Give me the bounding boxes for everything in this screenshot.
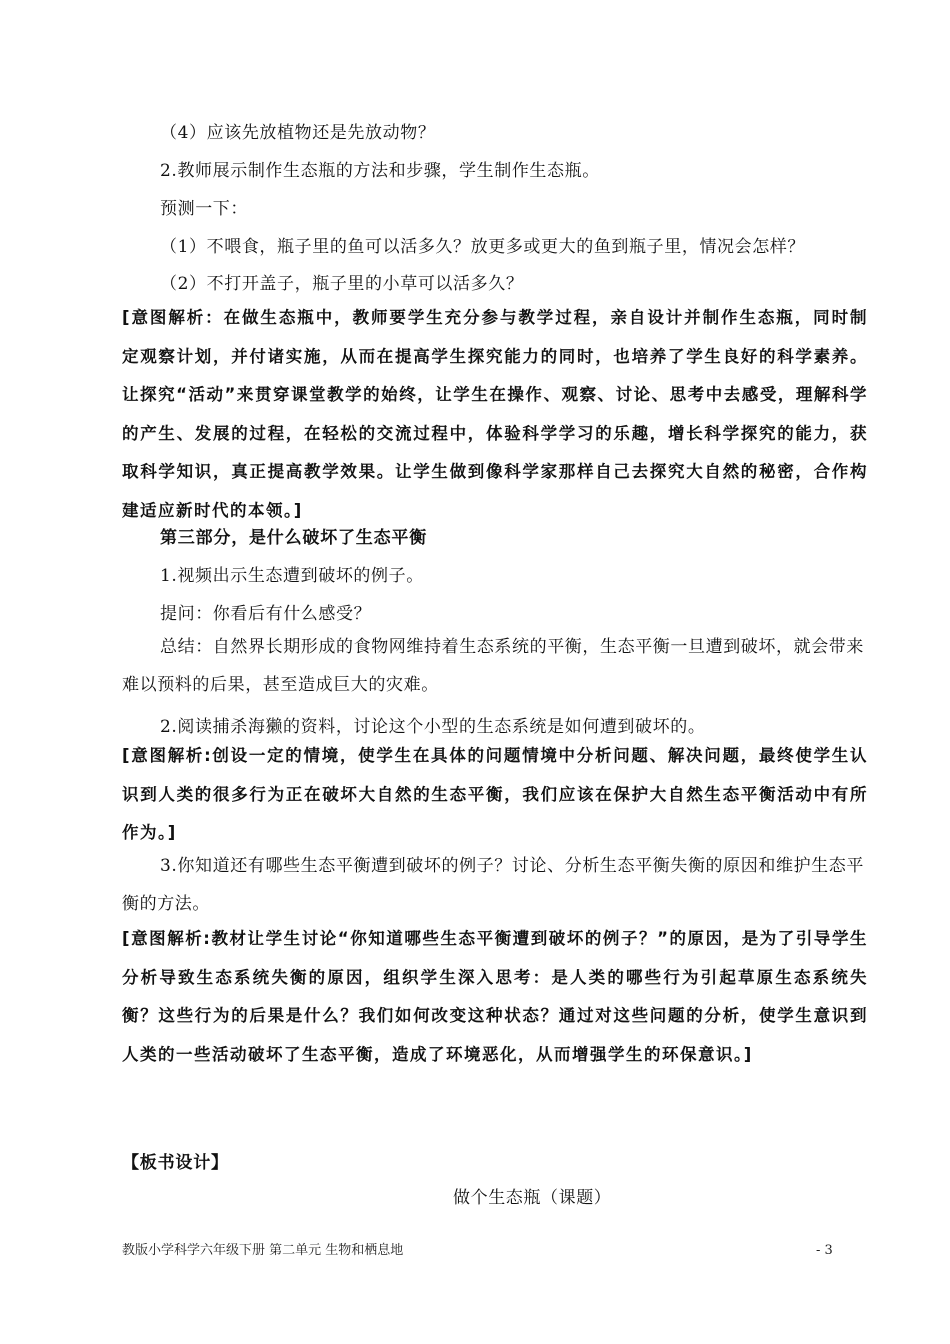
step-3-paragraph: 3.你知道还有哪些生态平衡遭到破坏的例子？讨论、分析生态平衡失衡的原因和维护生态平衡的方法。 [122,856,864,914]
step-2-reading: 2.阅读捕杀海獭的资料，讨论这个小型的生态系统是如何遭到破坏的。 [160,717,706,737]
intent-analysis-2: [意图解析:创设一定的情境，使学生在具体的问题情境中分析问题、解决问题，最终使学生认识到人类的很多行为正在破坏大自然的生态平衡，我们应该在保护大自然生态平衡活动中有所作为。] [122,746,868,842]
board-design-heading: 【板书设计】 [122,1153,229,1173]
part-3-heading: 第三部分，是什么破坏了生态平衡 [160,528,427,548]
prediction-1: （1）不喂食，瓶子里的鱼可以活多久？放更多或更大的鱼到瓶子里，情况会怎样？ [160,237,806,257]
predict-label: 预测一下： [160,199,248,219]
board-title: 做个生态瓶（课题） [453,1188,612,1208]
question-prompt: 提问：你看后有什么感受？ [160,604,372,624]
step-1-video: 1.视频出示生态遭到破坏的例子。 [160,566,424,586]
footer-page-number: - 3 [816,1243,833,1258]
footer-course-info: 教版小学科学六年级下册 第二单元 生物和栖息地 [122,1243,404,1258]
summary-paragraph: 总结：自然界长期形成的食物网维持着生态系统的平衡，生态平衡一旦遭到破坏，就会带来难以预料的后果，甚至造成巨大的灾难。 [122,637,864,695]
question-4: （4）应该先放植物还是先放动物？ [160,123,436,143]
intent-analysis-1: [意图解析：在做生态瓶中，教师要学生充分参与教学过程，亲自设计并制作生态瓶，同时制定观察计划，并付诸实施，从而在提高学生探究能力的同时，也培养了学生良好的科学素养。让探究“活动”来贯穿课堂教学的始终，让学生在操作、观察、讨论、思考中去感受，理解科学的产生、发展的过程，在轻松的交流过程中，体验科学学习的乐趣，增长科学探究的能力，获取科学知识，真正提高教学效果。让学生做到像科学家那样自己去探究大自然的秘密，合作构建适应新时代的本领。] [122,308,868,520]
prediction-2: （2）不打开盖子，瓶子里的小草可以活多久？ [160,274,524,294]
step-2-text: 2.教师展示制作生态瓶的方法和步骤，学生制作生态瓶。 [160,161,600,181]
intent-analysis-3: [意图解析:教材让学生讨论“你知道哪些生态平衡遭到破坏的例子？”的原因，是为了引导学生分析导致生态系统失衡的原因，组织学生深入思考：是人类的哪些行为引起草原生态系统失衡？这些行为的后果是什么？我们如何改变这种状态？通过对这些问题的分析，使学生意识到人类的一些活动破坏了生态平衡，造成了环境恶化，从而增强学生的环保意识。] [122,929,868,1064]
